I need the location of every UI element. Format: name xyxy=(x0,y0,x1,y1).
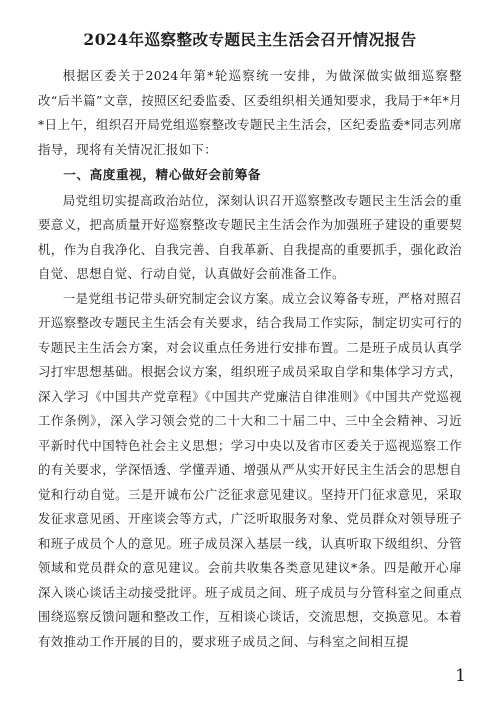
document-title: 2024年巡察整改专题民主生活会召开情况报告 xyxy=(83,30,417,49)
section-heading-1: 一、高度重视，精心做好会前筹备 xyxy=(63,167,262,182)
intro-paragraph: 根据区委关于2024年第*轮巡察统一安排，为做深做实做细巡察整改“后半篇”文章，按照区纪委监委、区委组织相关通知要求，我局于*年*月*日上午，组织召开局党组巡察整改专题民主生活会，区纪委监委*同志列席指导，现将有关情况汇报如下： xyxy=(38,68,462,157)
section1-paragraph-1: 局党组切实提高政治站位，深刻认识召开巡察整改专题民主生活会的重要意义，把高质量开好巡察整改专题民主生活会作为加强班子建设的重要契机，作为自我净化、自我完善、自我革新、自我提高的重要抓手，强化政治自觉、思想自觉、行动自觉，认真做好会前准备工作。 xyxy=(38,192,462,281)
page-number: 1 xyxy=(455,666,466,686)
section1-paragraph-2: 一是党组书记带头研究制定会议方案。成立会议筹备专班，严格对照召开巡察整改专题民主生活会有关要求，结合我局工作实际，制定切实可行的专题民主生活会方案，对会议重点任务进行安排布置。二是班子成员认真学习打牢思想基础。根据会议方案，组织班子成员采取自学和集体学习方式，深入学习《中国共产党章程》《中国共产党廉洁自律准则》《中国共产党巡视工作条例》，深入学习领会党的二十大和二十届二中、三中全会精神、习近平新时代中国特色社会主义思想；学习中央以及省市区委关于巡视巡察工作的有关要求，学深悟透、学懂弄通、增强从严从实开好民主生活会的思想自觉和行动自觉。三是开诚布公广泛征求意见建议。坚持开门征求意见，采取发征求意见函、开座谈会等方式，广泛听取服务对象、党员群众对领导班子和班子成员个人的意见。班子成员深入基层一线，认真听取下级组织、分管领域和党员群众的意见建议。会前共收集各类意见建议*条。四是敞开心扉深入谈心谈话主动接受批评。班子成员之间、班子成员与分管科室之间重点围绕巡察反馈问题和整改工作，互相谈心谈话，交流思想，交换意见。本着有效推动工作开展的目的，要求班子成员之间、与科室之间相互提 xyxy=(38,290,462,649)
